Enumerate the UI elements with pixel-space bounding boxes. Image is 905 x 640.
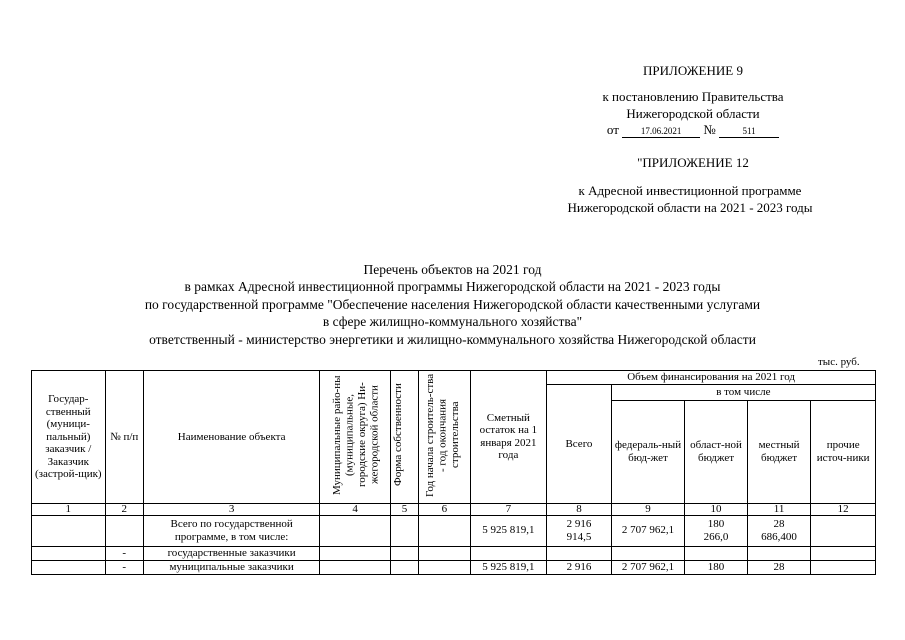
annex-line-2: Нижегородской области на 2021 - 2023 годы bbox=[567, 200, 813, 215]
header-funding: Объем финансирования на 2021 год bbox=[547, 371, 876, 385]
col-number: 12 bbox=[811, 503, 876, 515]
col-number: 5 bbox=[390, 503, 418, 515]
header-estimate: Сметный остаток на 1 января 2021 года bbox=[470, 371, 547, 504]
doc-title-line-3: по государственной программе "Обеспечение населения Нижегородской области качественными услугами bbox=[144, 297, 761, 312]
cell-regional: 180 266,0 bbox=[685, 515, 748, 546]
col-number: 9 bbox=[611, 503, 685, 515]
cell-other bbox=[811, 515, 876, 546]
header-years bbox=[419, 371, 470, 504]
doc-title-line-4: в сфере жилищно-коммунального хозяйства" bbox=[322, 314, 583, 329]
table-row bbox=[32, 515, 876, 546]
number-label: № bbox=[703, 122, 716, 137]
cell-total bbox=[547, 546, 612, 560]
header-ownership-text: Форма собственности bbox=[391, 383, 404, 487]
cell-federal bbox=[611, 546, 685, 560]
resolution-number: 511 bbox=[719, 125, 779, 138]
annex-line-1: к Адресной инвестиционной программе bbox=[578, 183, 802, 198]
cell-number: - bbox=[105, 560, 143, 574]
cell-number: - bbox=[105, 546, 143, 560]
cell-object-name: Всего по государственной программе, в том числе: bbox=[143, 515, 319, 546]
header-other: прочие источ-ники bbox=[811, 400, 876, 503]
cell-customer bbox=[32, 546, 106, 560]
cell-federal: 2 707 962,1 bbox=[611, 560, 685, 574]
cell-other bbox=[811, 546, 876, 560]
cell-estimate bbox=[470, 546, 547, 560]
cell-municipal bbox=[320, 515, 391, 546]
col-number: 8 bbox=[547, 503, 612, 515]
header-total: Всего bbox=[547, 385, 612, 504]
cell-ownership bbox=[390, 546, 418, 560]
header-customer: Государ-ственный (муници-пальный) заказчик / Заказчик (застрой-щик) bbox=[32, 371, 106, 504]
appendix-date-number-line bbox=[583, 122, 803, 138]
table-row bbox=[32, 546, 876, 560]
col-number: 4 bbox=[320, 503, 391, 515]
header-municipal bbox=[320, 371, 391, 504]
cell-regional: 180 bbox=[685, 560, 748, 574]
cell-customer bbox=[32, 560, 106, 574]
resolution-date: 17.06.2021 bbox=[622, 125, 700, 138]
cell-estimate: 5 925 819,1 bbox=[470, 560, 547, 574]
cell-total: 2 916 914,5 bbox=[547, 515, 612, 546]
cell-local: 28 686,400 bbox=[747, 515, 811, 546]
header-years-text: Год начала строитель-ства - год окончания строительства bbox=[424, 373, 462, 497]
appendix-region-line: Нижегородской области bbox=[626, 106, 760, 121]
header-ownership bbox=[390, 371, 418, 504]
doc-title-line-2: в рамках Адресной инвестиционной программы Нижегородской области на 2021 - 2023 годы bbox=[184, 279, 721, 294]
doc-title-line-1: Перечень объектов на 2021 год bbox=[363, 262, 542, 277]
col-number: 1 bbox=[32, 503, 106, 515]
table-row bbox=[32, 560, 876, 574]
cell-number bbox=[105, 515, 143, 546]
col-number: 10 bbox=[685, 503, 748, 515]
col-number: 3 bbox=[143, 503, 319, 515]
col-number: 11 bbox=[747, 503, 811, 515]
header-object-name: Наименование объекта bbox=[143, 371, 319, 504]
doc-title-line-5: ответственный - министерство энергетики и жилищно-коммунального хозяйства Нижегородской области bbox=[149, 332, 756, 347]
col-number: 2 bbox=[105, 503, 143, 515]
cell-object-name: государственные заказчики bbox=[143, 546, 319, 560]
appendix-resolution-line: к постановлению Правительства bbox=[602, 89, 784, 104]
cell-municipal bbox=[320, 546, 391, 560]
annex-title: "ПРИЛОЖЕНИЕ 12 bbox=[637, 155, 749, 170]
cell-federal: 2 707 962,1 bbox=[611, 515, 685, 546]
objects-table bbox=[31, 370, 876, 575]
cell-total: 2 916 bbox=[547, 560, 612, 574]
cell-years bbox=[419, 546, 470, 560]
cell-other bbox=[811, 560, 876, 574]
cell-ownership bbox=[390, 560, 418, 574]
col-number: 6 bbox=[419, 503, 470, 515]
header-including: в том числе bbox=[611, 385, 875, 401]
column-numbers-row bbox=[32, 503, 876, 515]
from-label: от bbox=[606, 122, 619, 137]
cell-estimate: 5 925 819,1 bbox=[470, 515, 547, 546]
cell-years bbox=[419, 515, 470, 546]
header-federal: федераль-ный бюд-жет bbox=[611, 400, 685, 503]
header-local: местный бюджет bbox=[747, 400, 811, 503]
units-label: тыс. руб. bbox=[818, 356, 860, 368]
cell-years bbox=[419, 560, 470, 574]
header-municipal-text: Муниципальные райо-ны (муниципальные, городские округа) Ни-жегородской области bbox=[331, 375, 381, 495]
cell-object-name: муниципальные заказчики bbox=[143, 560, 319, 574]
cell-customer bbox=[32, 515, 106, 546]
col-number: 7 bbox=[470, 503, 547, 515]
cell-municipal bbox=[320, 560, 391, 574]
cell-ownership bbox=[390, 515, 418, 546]
cell-regional bbox=[685, 546, 748, 560]
header-regional: област-ной бюджет bbox=[685, 400, 748, 503]
header-number: № п/п bbox=[105, 371, 143, 504]
cell-local bbox=[747, 546, 811, 560]
appendix-title: ПРИЛОЖЕНИЕ 9 bbox=[643, 63, 743, 78]
cell-local: 28 bbox=[747, 560, 811, 574]
